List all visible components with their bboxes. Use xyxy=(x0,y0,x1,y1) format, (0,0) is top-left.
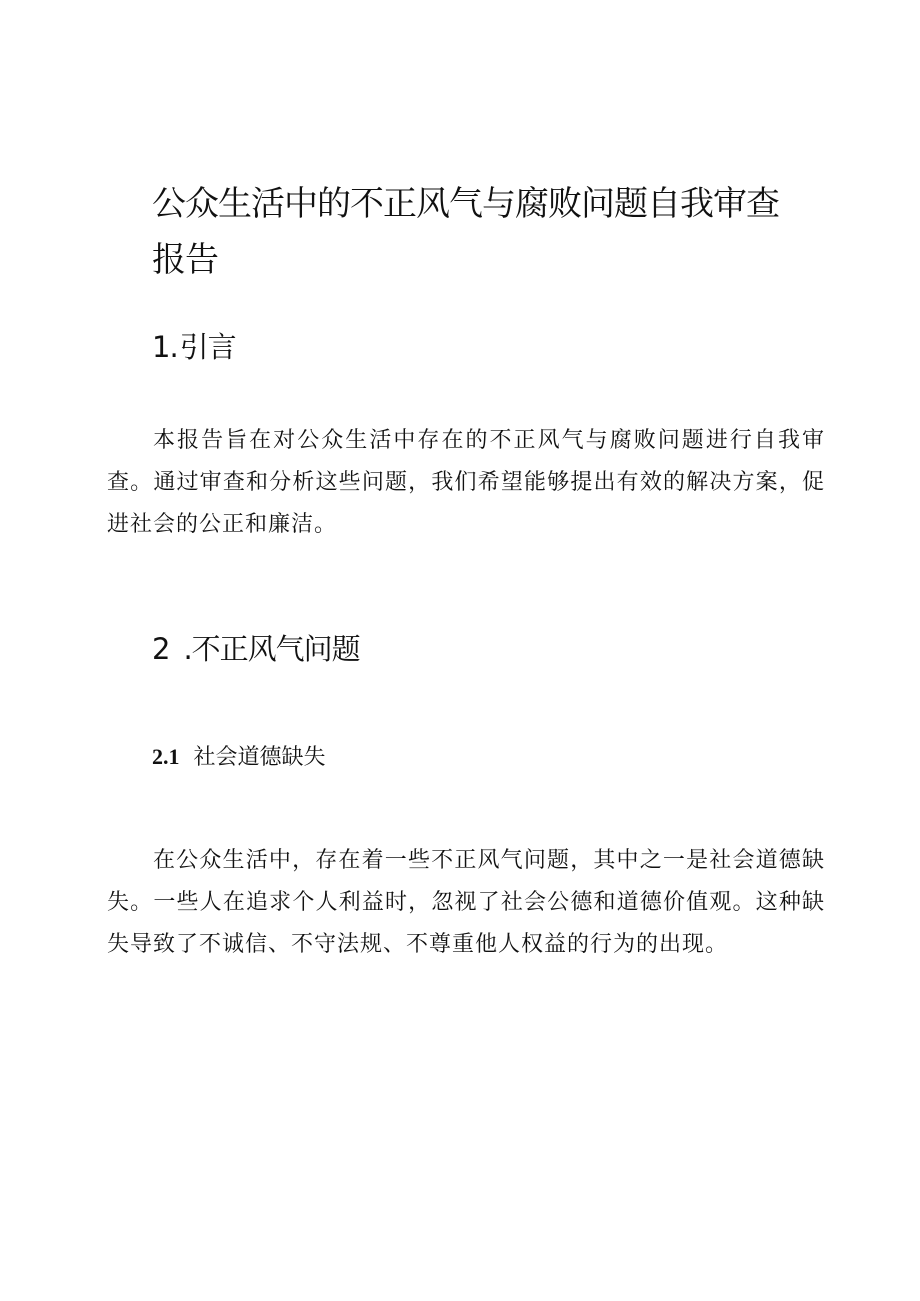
section-2-heading xyxy=(152,631,360,667)
section-1-heading xyxy=(152,329,236,365)
document-title: 公众生活中的不正风气与腐败问题自我审查报告 xyxy=(152,184,779,280)
section-2-number: 2 xyxy=(152,632,170,666)
section-1-title: 引言 xyxy=(179,330,236,364)
section-1-number: 1. xyxy=(152,330,178,364)
section-1-paragraph: 本报告旨在对公众生活中存在的不正风气与腐败问题进行自我审查。通过审查和分析这些问题，我们希望能够提出有效的解决方案，促进社会的公正和廉洁。 xyxy=(107,428,825,537)
subsection-2-1-title: 社会道德缺失 xyxy=(193,745,326,770)
subsection-2-1-paragraph: 在公众生活中，存在着一些不正风气问题，其中之一是社会道德缺失。一些人在追求个人利益时，忽视了社会公德和道德价值观。这种缺失导致了不诚信、不守法规、不尊重他人权益的行为的出现。 xyxy=(107,848,825,957)
subsection-2-1-number: 2.1 xyxy=(152,744,180,769)
subsection-2-1-heading xyxy=(152,741,326,774)
section-2-title: .不正风气问题 xyxy=(183,632,360,666)
